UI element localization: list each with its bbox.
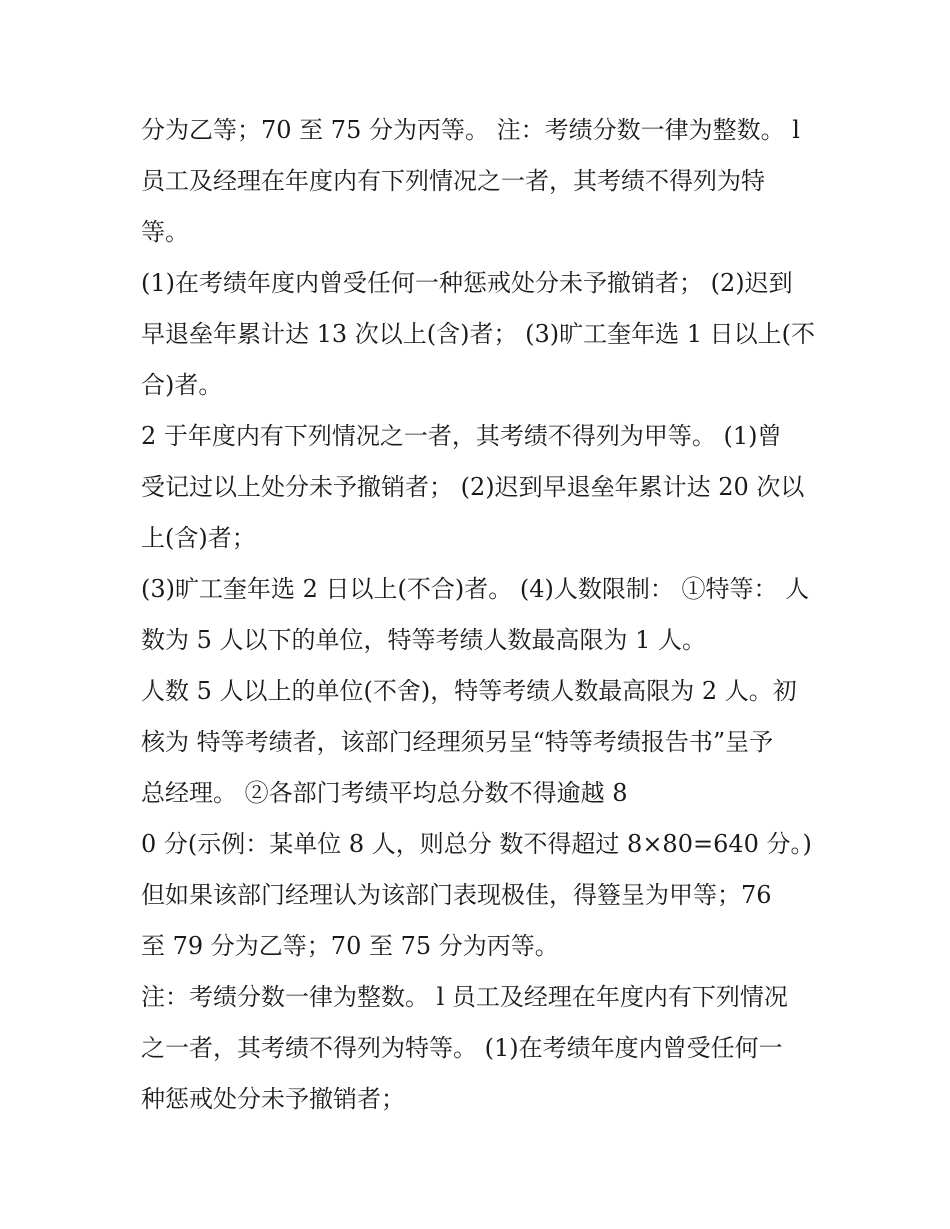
- text-line: 受记过以上处分未予撤销者； (2)迟到早退垒年累计达 20 次以: [141, 473, 805, 501]
- text-line: 之一者，其考绩不得列为特等。 (1)在考绩年度内曾受任何一: [141, 1034, 783, 1062]
- text-line: 上(含)者；: [141, 524, 256, 552]
- text-line: (1)在考绩年度内曾受任何一种惩戒处分未予撤销者； (2)迟到: [141, 269, 793, 297]
- text-line: 人数 5 人以上的单位(不舍)，特等考绩人数最高限为 2 人。初: [141, 677, 797, 705]
- document-body: [141, 105, 831, 1125]
- text-line: 2 于年度内有下列情况之一者，其考绩不得列为甲等。 (1)曾: [141, 422, 782, 450]
- text-line: 但如果该部门经理认为该部门表现极佳，得簦呈为甲等；76: [141, 881, 772, 909]
- text-line: 至 79 分为乙等；70 至 75 分为丙等。: [141, 932, 559, 960]
- text-line: 注：考绩分数一律为整数。 l 员工及经理在年度内有下列情况: [141, 983, 788, 1011]
- text-line: 员工及经理在年度内有下列情况之一者，其考绩不得列为特: [141, 167, 765, 195]
- text-line: 种惩戒处分未予撤销者；: [141, 1085, 405, 1113]
- text-line: 合)者。: [141, 371, 223, 399]
- text-line: 分为乙等；70 至 75 分为丙等。 注：考绩分数一律为整数。 l: [141, 116, 800, 144]
- text-line: 数为 5 人以下的单位，特等考绩人数最高限为 1 人。: [141, 626, 707, 654]
- text-line: 0 分(示例：某单位 8 人，则总分 数不得超过 8×80=640 分。): [141, 830, 812, 858]
- text-line: 早退垒年累计达 13 次以上(含)者； (3)旷工奎年选 1 日以上(不: [141, 320, 816, 348]
- text-line: 总经理。 ②各部门考绩平均总分数不得逾越 8: [141, 779, 628, 807]
- text-line: (3)旷工奎年选 2 日以上(不合)者。 (4)人数限制： ①特等： 人: [141, 575, 810, 603]
- text-line: 等。: [141, 218, 189, 246]
- text-line: 核为 特等考绩者，该部门经理须另呈“特等考绩报告书”呈予: [141, 728, 774, 756]
